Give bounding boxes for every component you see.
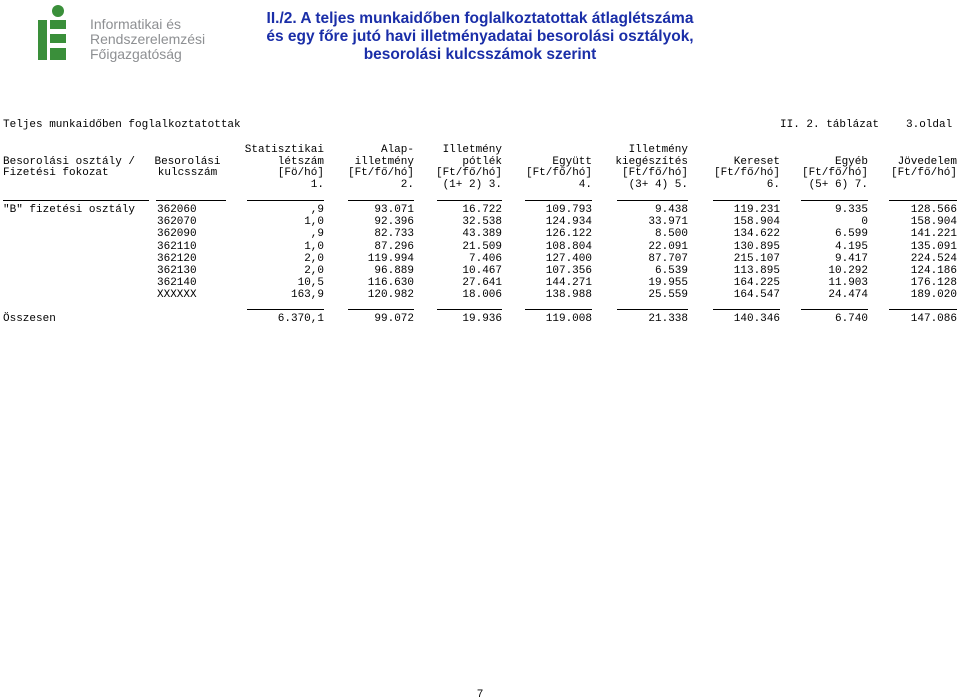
report-title — [240, 10, 720, 64]
total-values — [0, 314, 960, 326]
total-supplement-cell: 21.338 — [648, 313, 688, 325]
header-line: létszám — [277, 155, 324, 168]
header-line: 6. — [766, 178, 780, 191]
together-cell: 138.988 — [545, 289, 592, 302]
total-allowance-cell: 19.936 — [462, 313, 502, 325]
code-cell: 362060 — [157, 204, 197, 216]
title-line-3: besorolási kulcsszámok szerint — [363, 46, 597, 63]
together-cell: 127.400 — [545, 252, 592, 265]
header-line: pótlék — [462, 155, 502, 168]
page-indicator: 3.oldal — [906, 119, 953, 131]
header-rule — [713, 200, 780, 201]
header-rule — [437, 200, 502, 201]
other-cell: 10.292 — [828, 265, 868, 277]
other-cell: 11.903 — [828, 277, 868, 290]
table-row — [0, 217, 960, 229]
income-cell: 141.221 — [910, 228, 957, 241]
income-cell: 189.020 — [910, 289, 957, 302]
header-line: kiegészítés — [615, 155, 688, 168]
headcount-cell: 1,0 — [304, 216, 324, 229]
together-cell: 107.356 — [545, 265, 592, 277]
page-number: 7 — [476, 688, 484, 700]
logo-line-3: Főigazgatóság — [90, 46, 182, 62]
header-line: [Ft/fő/hó] — [801, 167, 868, 179]
header-line: (1+ 2) 3. — [442, 178, 502, 191]
allowance-cell: 7.406 — [468, 252, 502, 265]
logo-text — [90, 17, 205, 62]
total-rule — [437, 309, 502, 310]
base-salary-cell: 119.994 — [367, 252, 414, 265]
earnings-cell: 130.895 — [733, 240, 780, 253]
headcount-cell: ,9 — [310, 228, 324, 241]
code-cell: 362110 — [157, 240, 197, 253]
header-col-group — [3, 145, 153, 191]
supplement-cell: 8.500 — [654, 228, 688, 241]
earnings-cell: 113.895 — [733, 265, 780, 277]
supplement-cell: 22.091 — [648, 240, 688, 253]
allowance-cell: 32.538 — [462, 216, 502, 229]
header-rule — [525, 200, 592, 201]
income-cell: 158.904 — [910, 216, 957, 229]
table-row — [0, 254, 960, 266]
supplement-cell: 9.438 — [654, 204, 688, 216]
header-line: [Ft/fő/hó] — [621, 167, 688, 179]
table-row — [0, 266, 960, 278]
allowance-cell: 27.641 — [462, 277, 502, 290]
together-cell: 108.804 — [545, 240, 592, 253]
total-other-cell: 6.740 — [834, 313, 868, 325]
header-rule — [889, 200, 957, 201]
base-salary-cell: 120.982 — [367, 289, 414, 302]
other-cell: 9.417 — [834, 252, 868, 265]
title-line-2: és egy főre jutó havi illetményadatai besorolási osztályok, — [266, 28, 694, 45]
header-line: Illetmény — [628, 144, 688, 156]
header-line: Besorolási osztály / — [3, 155, 136, 168]
earnings-cell: 215.107 — [733, 252, 780, 265]
base-salary-cell: 116.630 — [367, 277, 414, 290]
table-row — [0, 290, 960, 302]
table-row — [0, 278, 960, 290]
header-line: [Ft/fő/hó] — [525, 167, 592, 179]
header-col-supplement — [598, 145, 688, 191]
together-cell: 124.934 — [545, 216, 592, 229]
header-col-income — [874, 145, 957, 191]
total-earnings-cell: 140.346 — [733, 313, 780, 325]
header-line: Jövedelem — [897, 155, 957, 168]
header-col-together — [508, 145, 592, 191]
total-rule — [525, 309, 592, 310]
base-salary-cell: 87.296 — [374, 240, 414, 253]
headcount-cell: 10,5 — [297, 277, 324, 290]
header-line: [Ft/fő/hó] — [713, 167, 780, 179]
earnings-cell: 158.904 — [733, 216, 780, 229]
supplement-cell: 25.559 — [648, 289, 688, 302]
header-line: [Ft/fő/hó] — [890, 167, 957, 179]
header-line: Statisztikai — [244, 144, 324, 156]
together-cell: 126.122 — [545, 228, 592, 241]
other-cell: 0 — [861, 216, 868, 229]
total-rule — [247, 309, 324, 310]
header-line: 4. — [578, 178, 592, 191]
headcount-cell: ,9 — [310, 204, 324, 216]
total-rule — [713, 309, 780, 310]
base-salary-cell: 92.396 — [374, 216, 414, 229]
logo-line-2: Rendszerelemzési — [90, 31, 206, 47]
total-base-salary-cell: 99.072 — [374, 313, 414, 325]
income-cell: 176.128 — [910, 277, 957, 290]
supplement-cell: 33.971 — [648, 216, 688, 229]
allowance-cell: 16.722 — [462, 204, 502, 216]
total-rule — [348, 309, 414, 310]
header-line: 1. — [310, 178, 324, 191]
group-label: "B" fizetési osztály — [3, 204, 136, 216]
headcount-cell: 1,0 — [304, 240, 324, 253]
supplement-cell: 19.955 — [648, 277, 688, 290]
header-line: Illetmény — [442, 144, 502, 156]
headcount-cell: 163,9 — [290, 289, 324, 302]
logo — [34, 4, 224, 64]
code-cell: 362140 — [157, 277, 197, 290]
header-line: Kereset — [733, 155, 780, 168]
header-line: (3+ 4) 5. — [628, 178, 688, 191]
income-cell: 135.091 — [910, 240, 957, 253]
code-cell: 362130 — [157, 265, 197, 277]
header-line: Fizetési fokozat — [3, 167, 109, 179]
header-line: Besorolási — [154, 155, 221, 168]
header-col-allowance — [420, 145, 502, 191]
header-line: Alap- — [380, 144, 414, 156]
allowance-cell: 43.389 — [462, 228, 502, 241]
earnings-cell: 134.622 — [733, 228, 780, 241]
supplement-cell: 87.707 — [648, 252, 688, 265]
allowance-cell: 21.509 — [462, 240, 502, 253]
header-line: kulcsszám — [157, 167, 218, 179]
header-rule — [156, 200, 226, 201]
table-reference: II. 2. táblázat — [780, 119, 880, 131]
code-cell: XXXXXX — [157, 289, 197, 302]
code-cell: 362070 — [157, 216, 197, 229]
total-together-cell: 119.008 — [545, 313, 592, 325]
earnings-cell: 119.231 — [733, 204, 780, 216]
total-rule — [617, 309, 688, 310]
header-line: Egyéb — [834, 155, 868, 168]
allowance-cell: 10.467 — [462, 265, 502, 277]
base-salary-cell: 96.889 — [374, 265, 414, 277]
total-headcount-cell: 6.370,1 — [277, 313, 324, 325]
supplement-cell: 6.539 — [654, 265, 688, 277]
other-cell: 24.474 — [828, 289, 868, 302]
table-row — [0, 242, 960, 254]
subheader-left: Teljes munkaidőben foglalkoztatottak — [3, 119, 241, 131]
earnings-cell: 164.225 — [733, 277, 780, 290]
header-rule — [247, 200, 324, 201]
header-rule — [617, 200, 688, 201]
income-cell: 124.186 — [910, 265, 957, 277]
total-rule — [801, 309, 868, 310]
header-line: [Fö/hó] — [277, 167, 324, 179]
header-line: illetmény — [354, 155, 414, 168]
header-rule — [3, 200, 149, 201]
code-cell: 362090 — [157, 228, 197, 241]
header-col-headcount — [232, 145, 324, 191]
other-cell: 6.599 — [834, 228, 868, 241]
together-cell: 144.271 — [545, 277, 592, 290]
income-cell: 128.566 — [910, 204, 957, 216]
header-line: [Ft/fő/hó] — [435, 167, 502, 179]
table-row — [0, 229, 960, 241]
header-rule — [348, 200, 414, 201]
header-line: [Ft/fő/hó] — [347, 167, 414, 179]
base-salary-cell: 82.733 — [374, 228, 414, 241]
header-col-code — [150, 145, 225, 191]
header-line: 2. — [400, 178, 414, 191]
base-salary-cell: 93.071 — [374, 204, 414, 216]
table-row — [0, 205, 960, 217]
header-col-earnings — [694, 145, 780, 191]
header-line: (5+ 6) 7. — [808, 178, 868, 191]
logo-mark-icon — [34, 4, 86, 64]
title-line-1: II./2. A teljes munkaidőben foglalkoztatottak átlaglétszáma — [266, 10, 694, 27]
header-col-other — [786, 145, 868, 191]
headcount-cell: 2,0 — [304, 265, 324, 277]
header-rule — [801, 200, 868, 201]
other-cell: 4.195 — [834, 240, 868, 253]
together-cell: 109.793 — [545, 204, 592, 216]
logo-line-1: Informatikai és — [90, 16, 182, 32]
earnings-cell: 164.547 — [733, 289, 780, 302]
total-label: Összesen — [3, 313, 56, 325]
header-col-base-salary — [334, 145, 414, 191]
total-income-cell: 147.086 — [910, 313, 957, 325]
code-cell: 362120 — [157, 252, 197, 265]
headcount-cell: 2,0 — [304, 252, 324, 265]
allowance-cell: 18.006 — [462, 289, 502, 302]
income-cell: 224.524 — [910, 252, 957, 265]
header-line: Együtt — [552, 155, 592, 168]
other-cell: 9.335 — [834, 204, 868, 216]
total-rule — [889, 309, 957, 310]
